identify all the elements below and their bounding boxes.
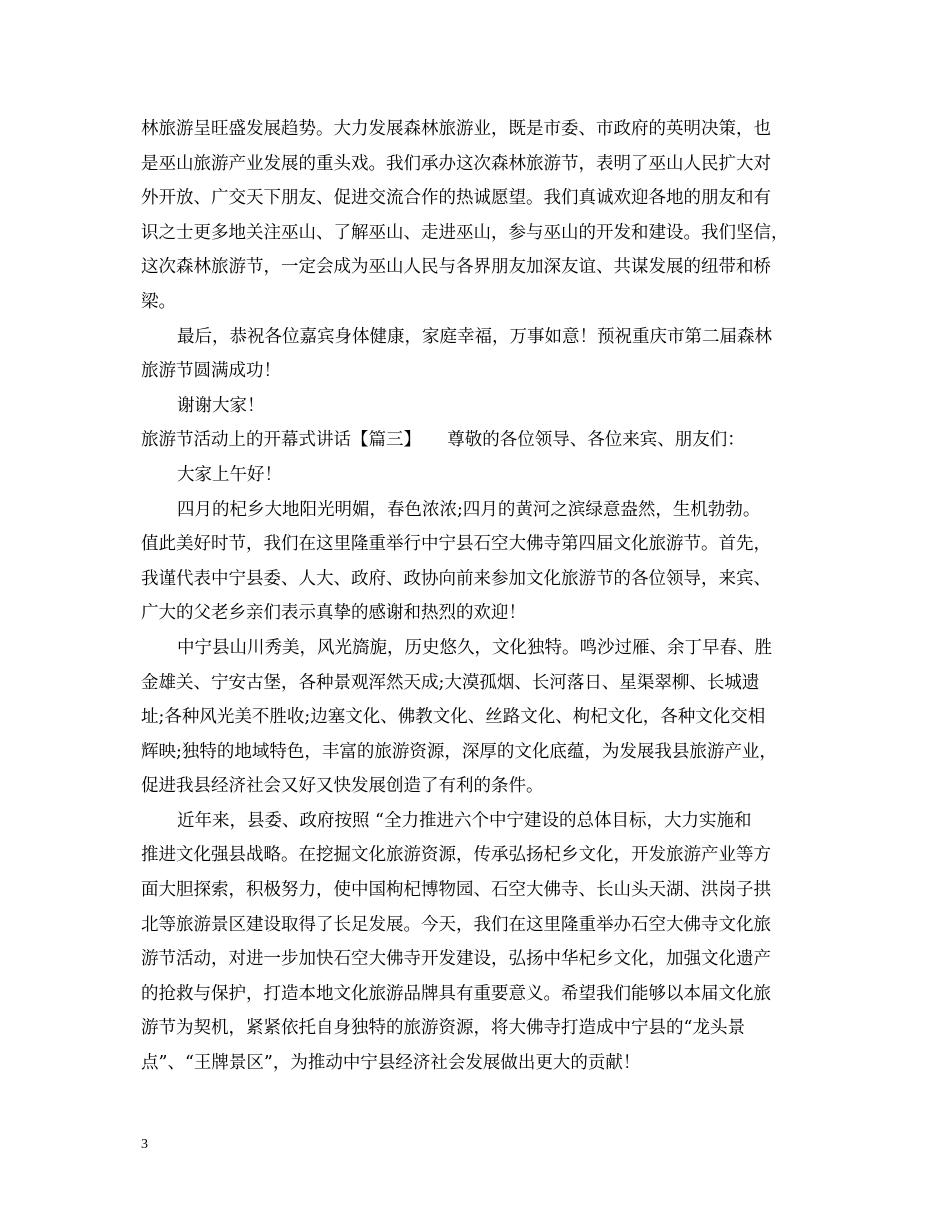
document-body	[141, 112, 821, 1081]
paragraph-line: 这次森林旅游节，一定会成为巫山人民与各界朋友加深友谊、共谋发展的纽带和桥	[141, 257, 771, 278]
paragraph-line: 大家上午好！	[177, 464, 282, 485]
paragraph-line: 辉映;独特的地域特色，丰富的旅游资源，深厚的文化底蕴，为发展我县旅游产业，	[141, 741, 777, 762]
paragraph-line: 推进文化强县战略。在挖掘文化旅游资源，传承弘扬杞乡文化，开发旅游产业等方	[141, 845, 771, 866]
paragraph-line: 的抢救与保护，打造本地文化旅游品牌具有重要意义。希望我们能够以本届文化旅	[141, 983, 771, 1004]
paragraph-line: 中宁县山川秀美，风光旖旎，历史悠久，文化独特。鸣沙过雁、余丁早春、胜	[177, 637, 772, 658]
paragraph-line: 促进我县经济社会又好又快发展创造了有利的条件。	[141, 776, 544, 797]
paragraph-line: 林旅游呈旺盛发展趋势。大力发展森林旅游业，既是市委、市政府的英明决策，也	[141, 119, 771, 139]
paragraph-line: 值此美好时节，我们在这里隆重举行中宁县石空大佛寺第四届文化旅游节。首先，	[141, 534, 771, 555]
paragraph-line: 近年来，县委、政府按照 “全力推进六个中宁建设的总体目标，大力实施和	[177, 810, 752, 831]
paragraph-line: 游节为契机，紧紧依托自身独特的旅游资源，将大佛寺打造成中宁县的“龙头景	[141, 1018, 745, 1039]
paragraph-line: 外开放、广交天下朋友、促进交流合作的热诚愿望。我们真诚欢迎各地的朋友和有	[141, 188, 771, 209]
paragraph-line: 是巫山旅游产业发展的重头戏。我们承办这次森林旅游节，表明了巫山人民扩大对	[141, 153, 771, 174]
paragraph-line: 游节活动，对进一步加快石空大佛寺开发建设，弘扬中华杞乡文化，加强文化遗产	[141, 949, 771, 970]
paragraph-line: 广大的父老乡亲们表示真挚的感谢和热烈的欢迎！	[141, 603, 526, 624]
section-heading-line: 旅游节活动上的开幕式讲话【篇三】 尊敬的各位领导、各位来宾、朋友们：	[141, 430, 745, 451]
paragraph-line: 四月的杞乡大地阳光明媚，春色浓浓;四月的黄河之滨绿意盎然，生机勃勃。	[177, 499, 761, 520]
paragraph-line: 识之士更多地关注巫山、了解巫山、走进巫山，参与巫山的开发和建设。我们坚信，	[141, 222, 789, 243]
paragraph-line: 点”、“王牌景区”，为推动中宁县经济社会发展做出更大的贡献！	[141, 1053, 641, 1074]
paragraph-line: 北等旅游景区建设取得了长足发展。今天，我们在这里隆重举办石空大佛寺文化旅	[141, 914, 771, 935]
paragraph-line: 我谨代表中宁县委、人大、政府、政协向前来参加文化旅游节的各位领导，来宾、	[141, 568, 771, 589]
paragraph-line: 谢谢大家！	[177, 395, 265, 416]
paragraph-line: 旅游节圆满成功！	[141, 361, 281, 382]
paragraph-line: 梁。	[141, 291, 176, 312]
paragraph-line: 金雄关、宁安古堡，各种景观浑然天成;大漠孤烟、长河落日、星渠翠柳、长城遗	[141, 672, 760, 693]
page-number: 3	[141, 1137, 148, 1152]
paragraph-line: 面大胆探索，积极努力，使中国枸杞博物园、石空大佛寺、长山头天湖、洪岗子拱	[141, 880, 771, 901]
paragraph-line: 最后，恭祝各位嘉宾身体健康，家庭幸福，万事如意！预祝重庆市第二届森林	[177, 326, 772, 347]
paragraph-line: 址;各种风光美不胜收;边塞文化、佛教文化、丝路文化、枸杞文化，各种文化交相	[141, 707, 766, 728]
